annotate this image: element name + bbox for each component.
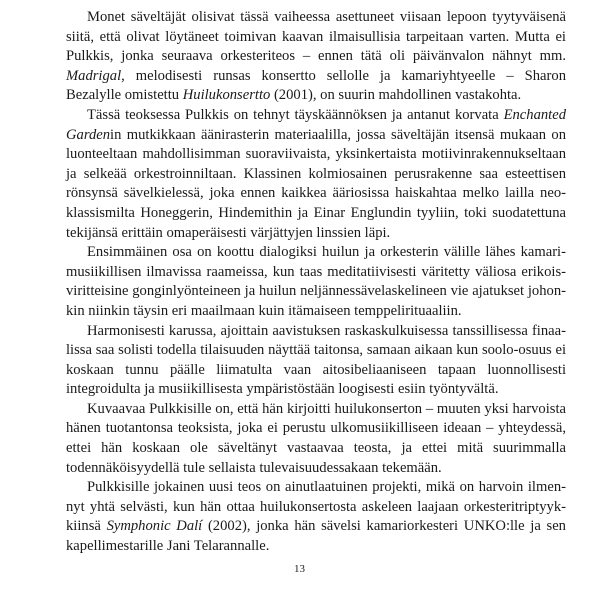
work-title: Enchanted Garden [66,106,566,143]
text-run: in mutkikkaan äänirasterin materiaalilla, jossa säveltäjän itsensä mukaan on luonteeltaan mahdollisimman suoraviivaista, yksinkertaista motiivinrakennukseltaan ja selkeää orkestroinniltaan. Klassinen kolmiosainen perusrakenne saa esteettisen rönsynsä sävelkielessä, joka ennen kaikkea ääriosissa haiskahtaa melko lailla neoklassismilta Honeggerin, Hindemithin ja Einar Englundin tyyliin, toki suodatettuna tekijänsä erittäin omaperäisesti värjättyjen linssien läpi. [66,126,566,241]
paragraph [66,243,566,321]
paragraph [66,400,566,478]
text-run: (2002), jonka hän sävelsi kamariorkesteri UNKO:lle ja sen kapellimestarille Jani Telarannalle. [66,518,566,555]
paragraph [66,478,566,556]
work-title: Symphonic Dalí [106,518,203,535]
paragraph [66,322,566,400]
text-run: Tässä teoksessa Pulkkis on tehnyt täyskäännöksen ja antanut korvata [87,106,504,123]
text-run: Kuvaavaa Pulkkisille on, että hän kirjoitti huilukonserton – muuten yksi harvoista hänen tuotantonsa teoksista, joka ei perustu ulkomusiikilliseen ideaan – yhteydessä, ettei hän koskaan ole säveltänyt vastaavaa teosta, ja ettei mitä suurimmalla todennäköisyydellä tule sellaista tulevaisuudessakaan tekemään. [66,400,566,476]
page-number: 13 [294,563,305,575]
paragraph [66,106,566,243]
text-run: (2001), on suurin mahdollinen vastakohta. [270,87,522,104]
text-run: , melodisesti runsas konsertto sellolle ja kamariyhtyeelle – Sharon Bezalylle omistettu [66,67,566,104]
text-run: Harmonisesti karussa, ajoittain aavistuksen raskaskulkuisessa tanssillisessa finaalissa saa solisti todella tilaisuuden näyttää taitonsa, samaan aikaan kun soolo-osuus ei koskaan tunnu päälle liimatulta vaan aitosibeliaaniseen tapaan luonnollisesti integroidulta ja musiikillisesta ympäristöstään loogisesti esiin työntyvältä. [66,322,566,398]
paragraph [66,8,566,106]
text-run: Ensimmäinen osa on koottu dialogiksi huilun ja orkesterin välille lähes kamarimusiikillisen ilmavissa raameissa, kun taas meditatiivisesti väritetty väliosa erikoisviritteisine gonginlyönteineen ja huilun neljännessävelaskelineen vie ajatukset johonkin niinkin täysin eri maailmaan kuin itämaiseen temppelirituaaliin. [66,244,566,319]
book-page-body [66,8,566,557]
text-run: Monet säveltäjät olisivat tässä vaiheessa asettuneet viisaan lepoon tyytyväisenä siitä, että olivat löytäneet toimivan kaavan ilmaisullisia tarpeitaan varten. Mutta ei Pulkkis, jonka seuraava orkesteriteos – ennen tätä oli päivänvalon nähnyt mm. [66,9,566,65]
text-run: Pulkkisille jokainen uusi teos on ainutlaatuinen projekti, mikä on harvoin ilmennyt yhtä selvästi, kun hän ottaa huilukonsertosta askeleen laajaan orkesteritriptyykkiinsä [66,479,566,535]
work-title: Madrigal [66,67,122,84]
work-title: Huilukonsertto [182,87,271,104]
